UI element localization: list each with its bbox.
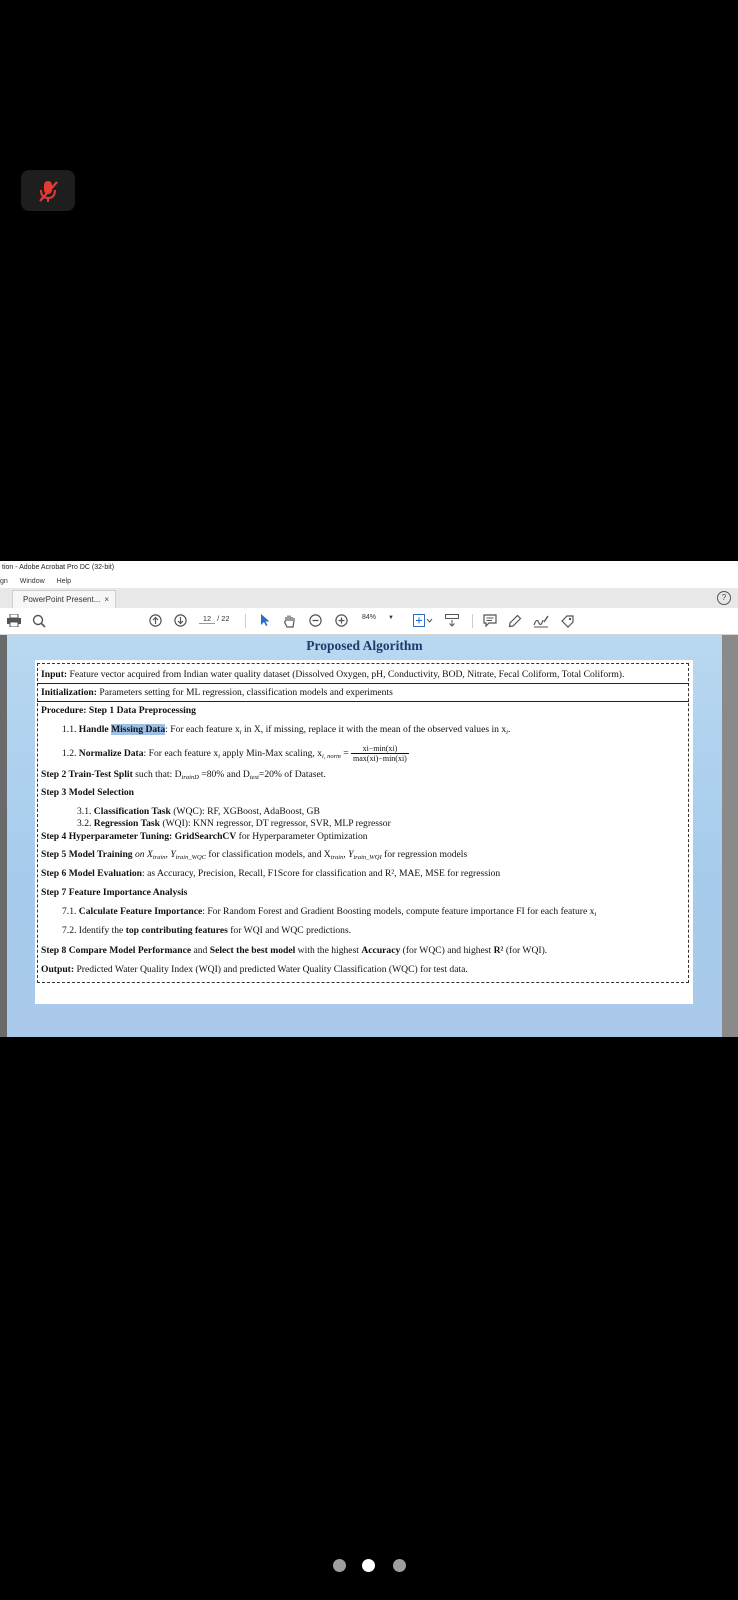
step-number: 3.2. xyxy=(77,818,92,829)
step-8 xyxy=(41,945,547,957)
menu-item-sign[interactable]: gn xyxy=(0,578,8,585)
tab-bar xyxy=(0,588,738,608)
selected-text[interactable]: Missing Data xyxy=(111,724,166,735)
input-line xyxy=(41,669,624,681)
menu-item-window[interactable]: Window xyxy=(19,578,45,585)
step-text: (for WQC) and highest xyxy=(400,945,494,956)
step-number: 7.1. xyxy=(62,906,77,917)
share-icon[interactable] xyxy=(559,613,575,628)
page-indicator xyxy=(199,614,230,624)
step-bold: Calculate Feature Importance xyxy=(78,906,203,917)
subscript: i xyxy=(506,729,508,736)
init-label: Initialization: xyxy=(41,687,97,698)
fraction-numerator: xi−min(xi) xyxy=(351,744,409,754)
toolbar-divider xyxy=(472,614,473,628)
subscript: test xyxy=(249,774,259,781)
window-title: tion - Adobe Acrobat Pro DC (32-bit) xyxy=(0,561,738,575)
init-text: Parameters setting for ML regression, classification models and experiments xyxy=(99,687,393,698)
step-text: (WQI): KNN regressor, DT regressor, SVR, MLP regressor xyxy=(160,818,391,829)
step-text: for Hyperparameter Optimization xyxy=(236,831,368,842)
page-total: / 22 xyxy=(217,614,230,623)
step-3 xyxy=(41,787,134,799)
step-6 xyxy=(41,868,500,880)
mic-muted-icon xyxy=(33,176,63,206)
subscript: train_WQI xyxy=(353,854,382,861)
step-bold: Step 5 Model Training xyxy=(41,849,133,860)
step-text: for WQI and WQC predictions. xyxy=(227,925,352,936)
fraction-denominator: max(xi)−min(xi) xyxy=(353,754,407,764)
step-text: and xyxy=(191,945,210,956)
equals: = xyxy=(340,748,352,759)
step-text: : as Accuracy, Precision, Recall, F1Score for classification and R², MAE, MSE for regression xyxy=(142,868,501,879)
step-bold: Step 2 Train-Test Split xyxy=(41,769,133,780)
step-bold: Step 3 Model Selection xyxy=(41,787,134,798)
step-1-2 xyxy=(62,742,409,766)
minmax-fraction xyxy=(351,744,409,763)
pager-dot[interactable] xyxy=(333,1559,346,1572)
step-text: for classification models, and X xyxy=(206,849,331,860)
step-text: such that: D xyxy=(132,769,182,780)
print-icon[interactable] xyxy=(6,613,22,628)
zoom-in-icon[interactable] xyxy=(334,613,348,628)
step-7-1 xyxy=(62,906,596,921)
toolbar xyxy=(0,608,738,635)
help-icon[interactable]: ? xyxy=(717,591,731,605)
step-bold: Step 8 Compare Model Performance xyxy=(41,945,192,956)
tab-close-icon[interactable]: × xyxy=(104,595,109,604)
subscript: i xyxy=(594,911,597,918)
fit-page-icon[interactable] xyxy=(412,613,434,628)
step-text: (WQC): RF, XGBoost, AdaBoost, GB xyxy=(170,806,320,817)
zoom-value: 84% xyxy=(362,614,377,621)
step-7-2 xyxy=(62,925,351,937)
initialization-line xyxy=(41,687,393,699)
step-text: =80% and D xyxy=(198,769,250,780)
procedure-heading xyxy=(41,705,196,717)
step-text: . xyxy=(507,724,511,735)
page-number-input[interactable]: 12 xyxy=(199,614,215,624)
step-bold: Classification Task xyxy=(93,806,171,817)
step-text: : For each feature x xyxy=(165,724,240,735)
menu-item-help[interactable]: Help xyxy=(56,578,72,585)
step-text: , Y xyxy=(343,849,354,860)
scroll-mode-icon[interactable] xyxy=(444,613,460,628)
step-bold: Step 6 Model Evaluation xyxy=(41,868,143,879)
sign-icon[interactable] xyxy=(532,613,550,628)
menu-bar xyxy=(0,575,738,588)
subscript: train xyxy=(152,854,166,861)
subscript: trainD xyxy=(181,774,199,781)
hand-icon[interactable] xyxy=(282,613,296,628)
subscript: i xyxy=(218,753,220,760)
step-2 xyxy=(41,769,326,784)
slide-title: Proposed Algorithm xyxy=(306,638,423,653)
step-5 xyxy=(41,849,467,864)
step-bold: Step 7 Feature Importance Analysis xyxy=(41,887,188,898)
input-text: Feature vector acquired from Indian water quality dataset (Dissolved Oxygen, pH, Conductivity, BOD, Nitrate, Fecal Coliform, Total Coliform). xyxy=(69,669,625,680)
subscript: i xyxy=(239,729,242,736)
step-text: with the highest xyxy=(295,945,362,956)
tab-label: PowerPoint Present... xyxy=(23,595,101,604)
output-text: Predicted Water Quality Index (WQI) and predicted Water Quality Classification (WQC) for test data. xyxy=(76,964,468,975)
step-bold: R² xyxy=(493,945,504,956)
step-text: : For Random Forest and Gradient Boosting models, compute feature importance FI for each feature x xyxy=(202,906,595,917)
page-down-icon[interactable] xyxy=(173,613,187,628)
right-panel-collapsed[interactable] xyxy=(722,635,738,1037)
input-label: Input: xyxy=(41,669,68,680)
step-bold: Normalize Data xyxy=(78,748,144,759)
page-up-icon[interactable] xyxy=(148,613,162,628)
mute-indicator[interactable] xyxy=(21,170,75,211)
chevron-down-icon: ▼ xyxy=(387,615,394,621)
step-text: on X xyxy=(132,849,153,860)
step-7 xyxy=(41,887,187,899)
select-arrow-icon[interactable] xyxy=(258,613,272,628)
step-bold: Accuracy xyxy=(361,945,401,956)
zoom-out-icon[interactable] xyxy=(308,613,322,628)
subscript: train xyxy=(330,854,344,861)
tab-document[interactable] xyxy=(12,590,116,608)
toolbar-divider xyxy=(245,614,246,628)
pager-dot-active[interactable] xyxy=(362,1559,375,1572)
pager-dot[interactable] xyxy=(393,1559,406,1572)
search-icon[interactable] xyxy=(31,613,47,628)
step-bold: Step 4 Hyperparameter Tuning: GridSearchCV xyxy=(41,831,237,842)
zoom-select[interactable] xyxy=(362,614,394,621)
subscript: train_WQC xyxy=(175,854,207,861)
acrobat-window xyxy=(0,561,738,1037)
step-bold: Regression Task xyxy=(93,818,160,829)
page-indicator-dots xyxy=(0,1558,738,1574)
divider xyxy=(37,683,689,684)
algorithm-box xyxy=(35,660,693,1004)
step-text: apply Min-Max scaling, x xyxy=(219,748,323,759)
step-number: 1.1. xyxy=(62,724,77,735)
output-label: Output: xyxy=(41,964,75,975)
comment-icon[interactable] xyxy=(482,613,498,628)
step-bold: Handle xyxy=(78,724,109,735)
step-text: , Y xyxy=(165,849,176,860)
step-text: in X, if missing, replace it with the mean of the observed values in x xyxy=(241,724,507,735)
step-bold: Select the best model xyxy=(209,945,296,956)
step-4 xyxy=(41,831,368,843)
step-text: =20% of Dataset. xyxy=(258,769,326,780)
step-number: 3.1. xyxy=(77,806,92,817)
divider xyxy=(37,701,689,702)
slide-page xyxy=(7,635,722,1037)
step-number: 7.2. xyxy=(62,925,77,936)
step-text: : For each feature x xyxy=(143,748,219,759)
output-line xyxy=(41,964,468,976)
step-1-1 xyxy=(62,724,510,739)
step-bold: top contributing features xyxy=(125,925,228,936)
step-3-1 xyxy=(77,806,320,818)
step-text: Identify the xyxy=(78,925,126,936)
step-text: for regression models xyxy=(381,849,468,860)
procedure-text: Procedure: Step 1 Data Preprocessing xyxy=(41,705,196,716)
step-3-2 xyxy=(77,818,391,830)
subscript: i, norm xyxy=(322,753,341,760)
step-text: (for WQI). xyxy=(503,945,548,956)
document-view xyxy=(0,635,738,1037)
highlight-pen-icon[interactable] xyxy=(507,613,523,628)
step-number: 1.2. xyxy=(62,748,77,759)
